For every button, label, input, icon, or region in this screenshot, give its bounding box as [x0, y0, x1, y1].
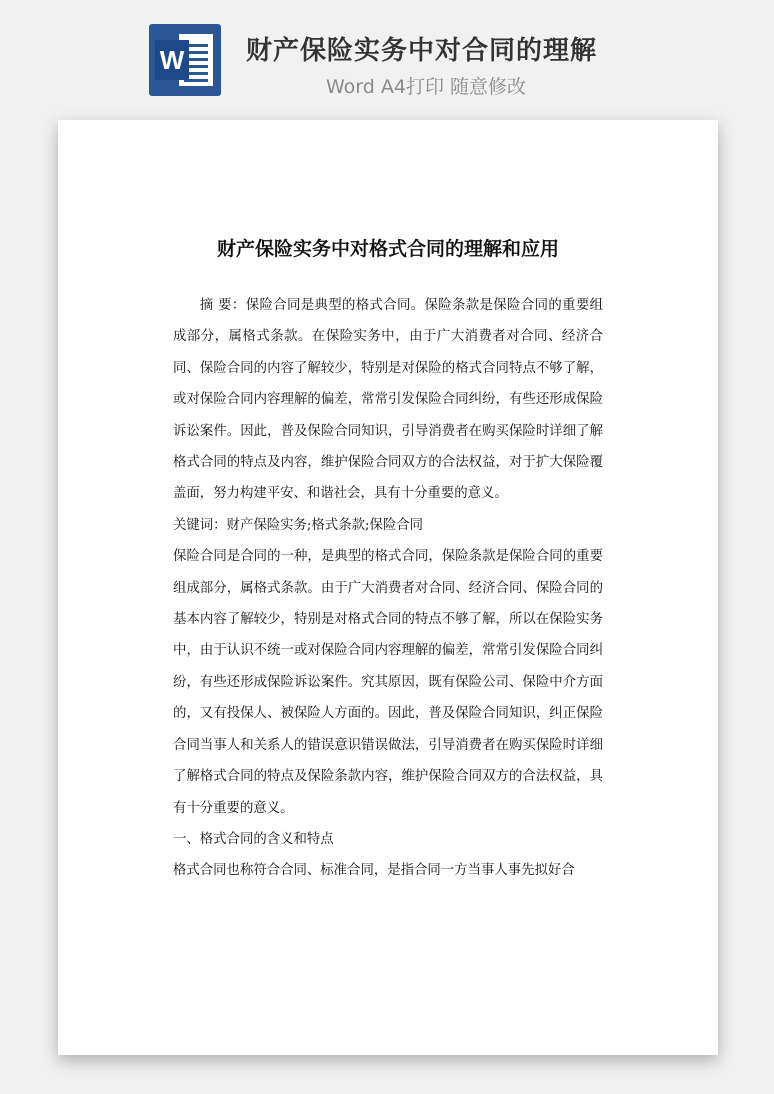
document-title: 财产保险实务中对格式合同的理解和应用	[216, 238, 559, 260]
keywords-line: 关键词：财产保险实务;格式条款;保险合同	[173, 517, 424, 533]
document-page	[58, 120, 718, 1055]
document-body	[173, 290, 603, 887]
header-subtitle: Word A4打印 随意修改	[326, 76, 527, 98]
section-paragraph: 格式合同也称符合合同、标准合同，是指合同一方当事人事先拟好合	[173, 863, 575, 879]
intro-paragraph: 保险合同是合同的一种，是典型的格式合同，保险条款是保险合同的重要组成部分，属格式条款。由于广大消费者对合同、经济合同、保险合同的基本内容了解较少，特别是对格式合同的特点不够了解，所以在保险实务中，由于认识不统一或对保险合同内容理解的偏差，常常引发保险合同纠纷，有些还形成保险诉讼案件。究其原因，既有保险公司、保险中介方面的，又有投保人、被保险人方面的。因此，普及保险合同知识，纠正保险合同当事人和关系人的错误意识错误做法，引导消费者在购买保险时详细了解格式合同的特点及保险条款内容，维护保险合同双方的合法权益，具有十分重要的意义。	[173, 549, 603, 816]
header-title: 财产保险实务中对合同的理解	[246, 36, 598, 66]
word-letter: W	[155, 40, 189, 80]
section-heading: 一、格式合同的含义和特点	[173, 831, 334, 847]
page-header	[0, 0, 774, 110]
abstract-paragraph: 摘 要：保险合同是典型的格式合同。保险条款是保险合同的重要组成部分，属格式条款。在保险实务中，由于广大消费者对合同、经济合同、保险合同的内容了解较少，特别是对保险的格式合同特点不够了解，或对保险合同内容理解的偏差，常常引发保险合同纠纷，有些还形成保险诉讼案件。因此，普及保险合同知识，引导消费者在购买保险时详细了解格式合同的特点及内容，维护保险合同双方的合法权益，对于扩大保险覆盖面，努力构建平安、和谐社会，具有十分重要的意义。	[173, 298, 603, 502]
watermark	[71, 450, 94, 481]
word-icon	[149, 24, 221, 96]
